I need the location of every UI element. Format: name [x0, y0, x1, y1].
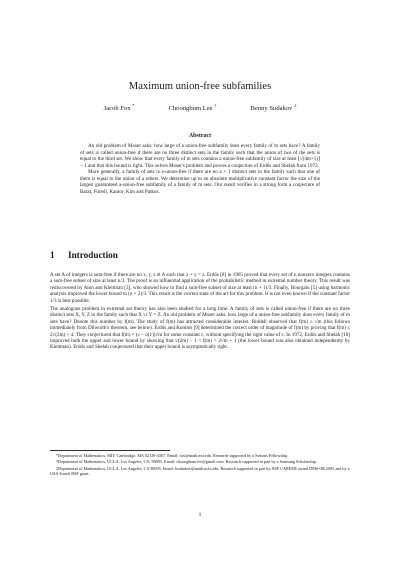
author-list [0, 103, 400, 112]
abstract [80, 143, 320, 195]
footnote: ‡Department of Mathematics, UCLA, Los Angeles, CA 90095. Email: bsudakov@math.ucla.edu. Research supported in part by NSF CAREER award DMS-0812005 and by a USA-Israeli BSF grant. [50, 465, 350, 476]
page-number: 1 [198, 512, 202, 518]
body-text [50, 272, 350, 353]
footnote-rule [50, 450, 170, 451]
section-number: 1 [50, 250, 55, 260]
author: Choongbum Lee † [168, 103, 217, 113]
abstract-heading: Abstract [188, 133, 212, 139]
body-paragraph: A set A of integers is sum-free if there are no x, y, z ∈ A such that x + y = z. Erdős [8] in 1965 proved that every set of n nonzero integers contains a sum-free subset of size at least n/3. The proof is an influential application of the probabilistic method in extremal number theory. This result was rediscovered by Alon and Kleitman [3], who showed how to find a sum-free subset of size at least (n + 1)/3. Finally, Bourgain [5] using harmonic analysis improved the lower bound to (n + 2)/3. This result is the current state of the art for this problem. It is not even known if the constant factor 1/3 is best possible. [50, 272, 350, 304]
paper-title: Maximum union-free subfamilies [128, 81, 272, 92]
author: Benny Sudakov ‡ [250, 103, 297, 113]
footnote: †Department of Mathematics, UCLA, Los Angeles, CA, 90095. Email: choongbum.lee@gmail.com. Research supported in part by a Samsung Scholarship. [56, 459, 317, 465]
section-heading [50, 250, 350, 260]
footnote: *Department of Mathematics, MIT, Cambridge, MA 02139-4307. Email: fox@math.mit.edu. Research supported by a Simons Fellowship. [56, 453, 289, 458]
section-title: Introduction [68, 250, 118, 260]
body-paragraph: The analogous problem in extremal set theory has also been studied for a long time. A family of sets is called union-free if there are no three distinct sets X, Y, Z in the family such that X ∪ Y = Z. An old problem of Moser asks: how large of a union-free subfamily does every family of m sets have? Denote this number by f(m). The study of f(m) has attracted considerable interest. Riddell observed that f(m) ≥ √m (this follows immediately from Dilworth's theorem, see below). Erdős and Komlós [9] determined the correct order of magnitude of f(m) by proving that f(m) ≤ 2√(2m) + 4. They conjectured that f(m) = (c − o(1))√m for some constant c, without specifying the right value of c. In 1972, Erdős and Shelah [10] improved both the upper and lower bound by showing that √(2m) − 1 < f(m) < 2√m + 1 (the lower bound was also obtained independently by Kleitman). Erdős and Shelah conjectured that their upper bound is asymptotically tight. [50, 306, 350, 351]
abstract-paragraph: More generally, a family of sets is a-union-free if there are no a + 1 distinct sets in the family such that one of them is equal to the union of a others. We determine up to an absolute multiplicative constant factor the size of the largest guaranteed a-union-free subfamily of a family of m sets. Our result verifies in a strong form a conjecture of Barat, Füredi, Kantor, Kim and Patkos. [80, 169, 320, 195]
author: Jacob Fox * [103, 103, 135, 113]
abstract-paragraph: An old problem of Moser asks: how large of a union-free subfamily does every family of m sets have? A family of sets is called union-free if there are no three distinct sets in the family such that the union of two of the sets is equal to the third set. We show that every family of m sets contains a union-free subfamily of size at least ⌊√(4m+1)⌋ − 1 and that this bound is tight. This solves Moser's problem and proves a conjecture of Erdős and Shelah from 1972. [80, 143, 320, 169]
footnotes [50, 453, 350, 477]
